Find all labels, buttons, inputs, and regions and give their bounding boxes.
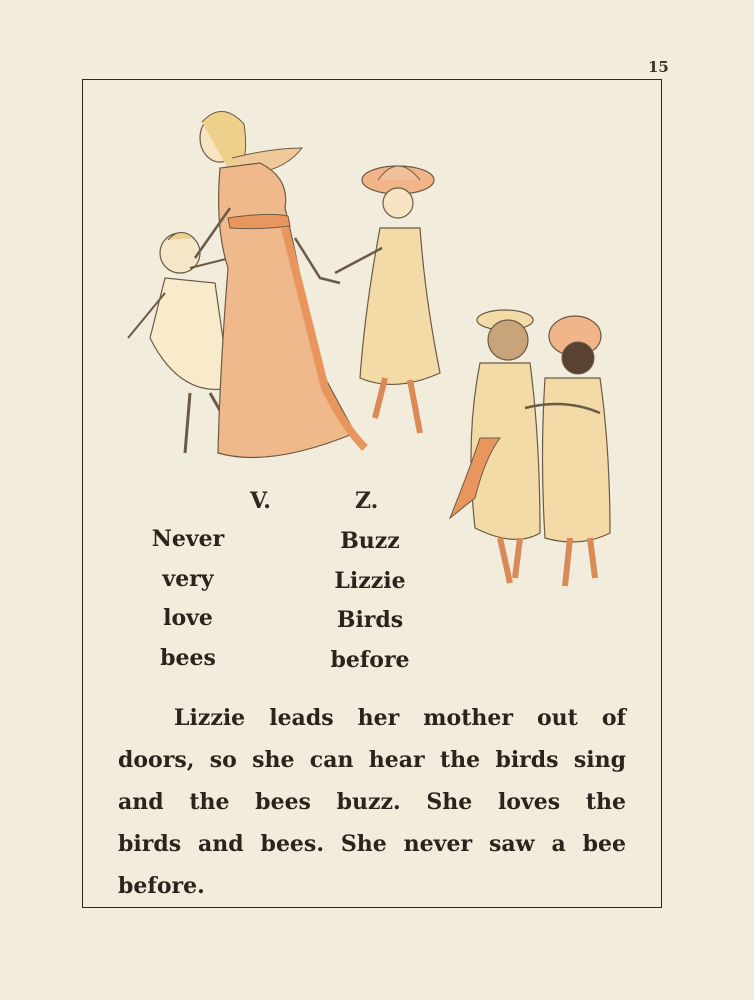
column-heading-z: Z. — [355, 488, 379, 514]
word-list-item: very — [162, 565, 214, 592]
word-list-v — [148, 520, 228, 678]
word-list-item: before — [330, 646, 410, 673]
word-list-item: bees — [160, 644, 216, 671]
word-list-item: Birds — [336, 607, 404, 633]
story-paragraph: Lizzie leads her mother out of doors, so she can hear the birds sing and the bees buzz. She loves the birds and bees. She never saw a bee before. — [118, 705, 626, 899]
word-list-item: Buzz — [340, 528, 400, 554]
girl-with-hat-figure — [335, 166, 440, 433]
two-girls-hugging-figure — [450, 310, 610, 586]
page-number: 15 — [648, 58, 669, 76]
toddler-figure — [128, 232, 230, 453]
word-list-z — [325, 522, 415, 680]
word-list-item: Never — [151, 526, 225, 552]
word-list-item: Lizzie — [334, 567, 406, 594]
column-heading-v: V. — [250, 488, 271, 514]
word-list-item: love — [163, 605, 213, 631]
mother-figure — [195, 111, 365, 457]
